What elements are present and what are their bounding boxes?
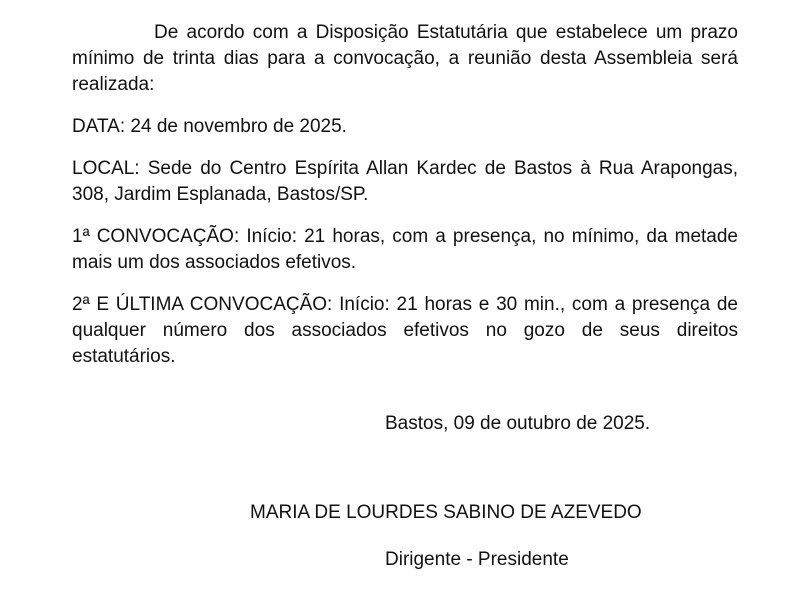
signatory-name: MARIA DE LOURDES SABINO DE AZEVEDO bbox=[250, 502, 642, 523]
second-call-paragraph: 2ª E ÚLTIMA CONVOCAÇÃO: Início: 21 horas e 30 min., com a presença de qualquer número dos associados efetivos no gozo de seus direitos estatutários. bbox=[72, 294, 738, 367]
meeting-date-paragraph: DATA: 24 de novembro de 2025. bbox=[72, 116, 347, 137]
intro-paragraph: De acordo com a Disposição Estatutária que estabelece um prazo mínimo de trinta dias para a convocação, a reunião desta Assembleia será realizada: bbox=[72, 22, 738, 95]
place-and-date: Bastos, 09 de outubro de 2025. bbox=[385, 413, 651, 434]
document-body bbox=[72, 20, 738, 370]
signatory-role: Dirigente - Presidente bbox=[385, 549, 569, 570]
meeting-location-paragraph: LOCAL: Sede do Centro Espírita Allan Kardec de Bastos à Rua Arapongas, 308, Jardim Esplanada, Bastos/SP. bbox=[72, 158, 738, 205]
first-call-paragraph: 1ª CONVOCAÇÃO: Início: 21 horas, com a presença, no mínimo, da metade mais um dos associados efetivos. bbox=[72, 226, 738, 273]
